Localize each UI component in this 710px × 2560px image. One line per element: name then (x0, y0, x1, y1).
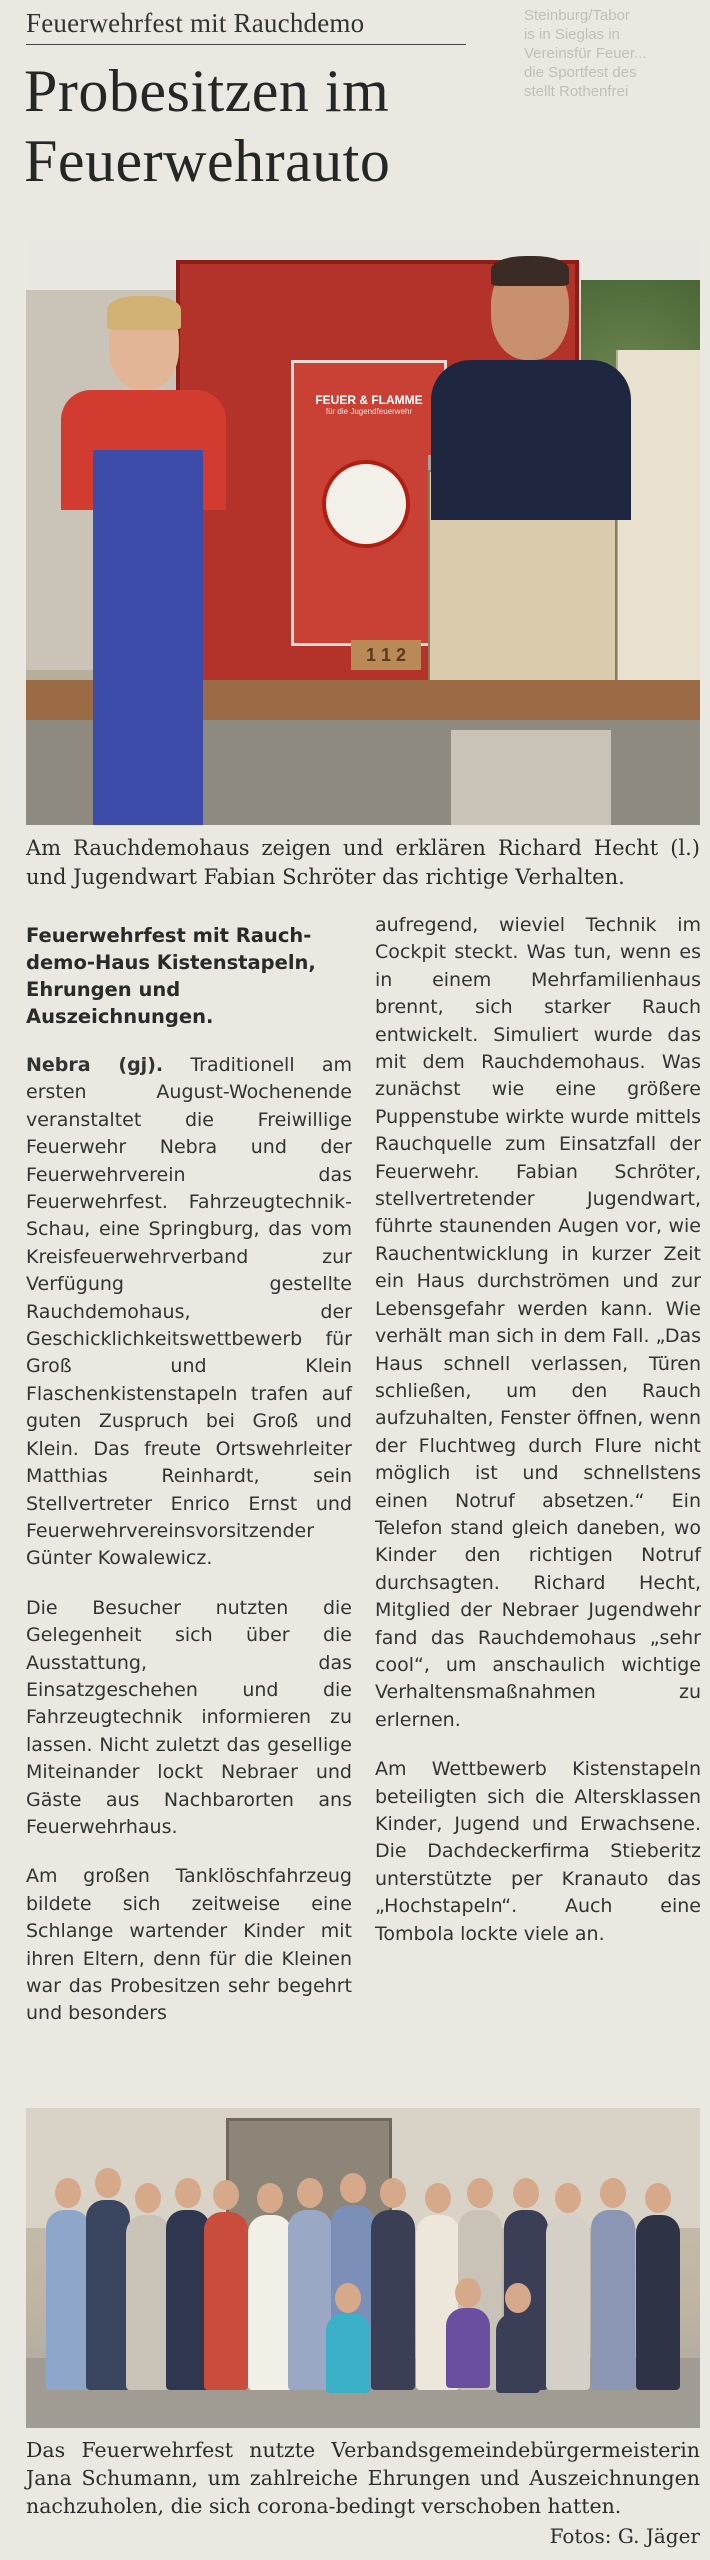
kicker: Feuerwehrfest mit Rauchdemo (26, 8, 365, 38)
photo-person-head (380, 2178, 406, 2208)
photo-person (86, 2200, 130, 2390)
photo-person-front (326, 2313, 370, 2393)
article-paragraph-4: aufregend, wieviel Technik im Cockpit steckt. Was tun, wenn es in einem Mehrfamilienhaus brennt, sich starker Rauch entwickelt. Simuliert wurde das mit dem Rauchdemohaus. Was zunächst wie eine größere Puppenstube wirkte wurde mittels Rauchquelle zum Einsatzfall der Feuerwehr. Fabian Schröter, stellvertretender Jugendwart, führte staunenden Augen vor, wie Rauchentwicklung in kurzer Zeit ein Haus durchströmen und zur Lebensgefahr werden kann. Wie verhält man sich in dem Fall. „Das Haus schnell verlassen, Türen schließen, um den Rauch aufzuhalten, Fenster öffnen, wenn der Fluchtweg durch Flure nicht möglich ist und schnellstens einen Notruf absetzen.“ Ein Telefon stand gleich daneben, wo Kinder den richtigen Notruf durchsagten. Richard Hecht, Mitglied der Nebraer Jugendwehr fand das Rauchdemohaus „sehr cool“, um anschaulich wichtige Verhaltensmaßnahmen zu erlernen. (375, 914, 701, 1731)
photo-person (204, 2212, 248, 2390)
photo-person-head (513, 2178, 539, 2208)
photo-number-blocks (351, 640, 421, 670)
photo-group-awards (26, 2108, 700, 2428)
number-blocks-label: 1 1 2 (365, 645, 407, 665)
bleed-through-text: Steinburg/Tabor is in Sieglas in Vereinsfür Feuer... die Sportfest des stellt Rothenfrei (524, 7, 647, 100)
photo-person-head (175, 2178, 201, 2208)
kicker-rule (26, 44, 466, 45)
dateline: Nebra (gj). (26, 1054, 164, 1076)
photo-person-head (135, 2183, 161, 2213)
photo-person-head (467, 2178, 493, 2208)
photo-person (546, 2215, 590, 2390)
photo-person-man (431, 260, 631, 825)
photo-person (371, 2210, 415, 2390)
photo-person-boy (51, 300, 231, 825)
photo-person-head (555, 2183, 581, 2213)
photo-person-head (645, 2183, 671, 2213)
photo-person (248, 2215, 292, 2390)
article-paragraph-5: Am Wettbewerb Kistenstapeln beteiligten sich die Altersklassen Kinder, Jugend und Erwachsene. Die Dachdeckerfirma Stieberitz unterstützte per Kranauto das „Hochstapeln“. Auch eine Tombola lockte viele an. (375, 1758, 701, 1945)
photo-person-front (446, 2308, 490, 2388)
paragraph-1-text: Traditionell am ersten August-Wochenende veranstaltet die Freiwillige Feuerwehr Nebra und der Feuerwehrverein das Feuerwehrfest. Fahrzeugtechnik-Schau, eine Springburg, das vom Kreisfeuerwehrverband zur Verfügung gestellte Rauchdemohaus, der Geschicklichkeitswettbewerb für Groß und Klein Flaschenkistenstapeln trafen auf guten Zuspruch bei Groß und Klein. Das freute Ortswehrleiter Matthias Reinhardt, sein Stellvertreter Enrico Ernst und Feuerwehrvereinsvorsitzender Günter Kowalewicz. (26, 1054, 352, 1570)
photo-credit: Fotos: G. Jäger (549, 2524, 700, 2548)
photo-person-head (257, 2183, 283, 2213)
photo-rauchdemohaus (26, 240, 700, 825)
photo-person (591, 2210, 635, 2390)
photo-person-head (335, 2283, 361, 2313)
photo-person (636, 2215, 680, 2390)
photo-person-front (496, 2313, 540, 2393)
article-subhead: Feuerwehrfest mit Rauch-demo-Haus Kistenstapeln, Ehrungen und Auszeichnungen. (26, 924, 316, 1028)
photo-person-head (455, 2278, 481, 2308)
trailer-sign-title: FEUER & FLAMME (315, 393, 423, 407)
fire-department-emblem-icon (322, 460, 410, 548)
photo-caption-2: Das Feuerwehrfest nutzte Verbandsgemeindebürgermeisterin Jana Schumann, um zahlreiche Ehrungen und Auszeichnungen nachzuholen, die sich corona-bedingt verschoben hatten. (26, 2438, 700, 2518)
photo-person-head (505, 2283, 531, 2313)
photo-person-head (425, 2183, 451, 2213)
photo-caption-1: Am Rauchdemohaus zeigen und erklären Richard Hecht (l.) und Jugendwart Fabian Schröter das richtige Verhalten. (26, 836, 700, 889)
photo-person-head (95, 2168, 121, 2198)
photo-person-head (213, 2180, 239, 2210)
photo-person-head (297, 2178, 323, 2208)
headline: Probesitzen im Feuerwehrauto (24, 58, 391, 194)
trailer-sign-subtitle: für die Jugendfeuerwehr (325, 407, 413, 416)
photo-person (46, 2210, 90, 2390)
photo-person-head (55, 2178, 81, 2208)
photo-person-head (340, 2173, 366, 2203)
article-paragraph-1 (26, 1052, 352, 1573)
article-paragraph-2: Die Besucher nutzten die Gelegenheit sich über die Ausstattung, das Einsatzgeschehen und die Fahrzeugtechnik informieren zu lassen. Nicht zuletzt das gesellige Miteinander lockt Nebraer und Gäste aus Nachbarorten ans Feuerwehrhaus. (26, 1596, 352, 1838)
article-column-left (26, 922, 352, 2050)
article-column-right (375, 912, 701, 1970)
photo-person-head (600, 2178, 626, 2208)
photo-person (126, 2215, 170, 2390)
article-paragraph-3: Am großen Tanklöschfahrzeug bildete sich zeitweise eine Schlange wartender Kinder mit ihren Eltern, denn für die Kleinen war das Probesitzen sehr begehrt und besonders (26, 1865, 352, 2025)
